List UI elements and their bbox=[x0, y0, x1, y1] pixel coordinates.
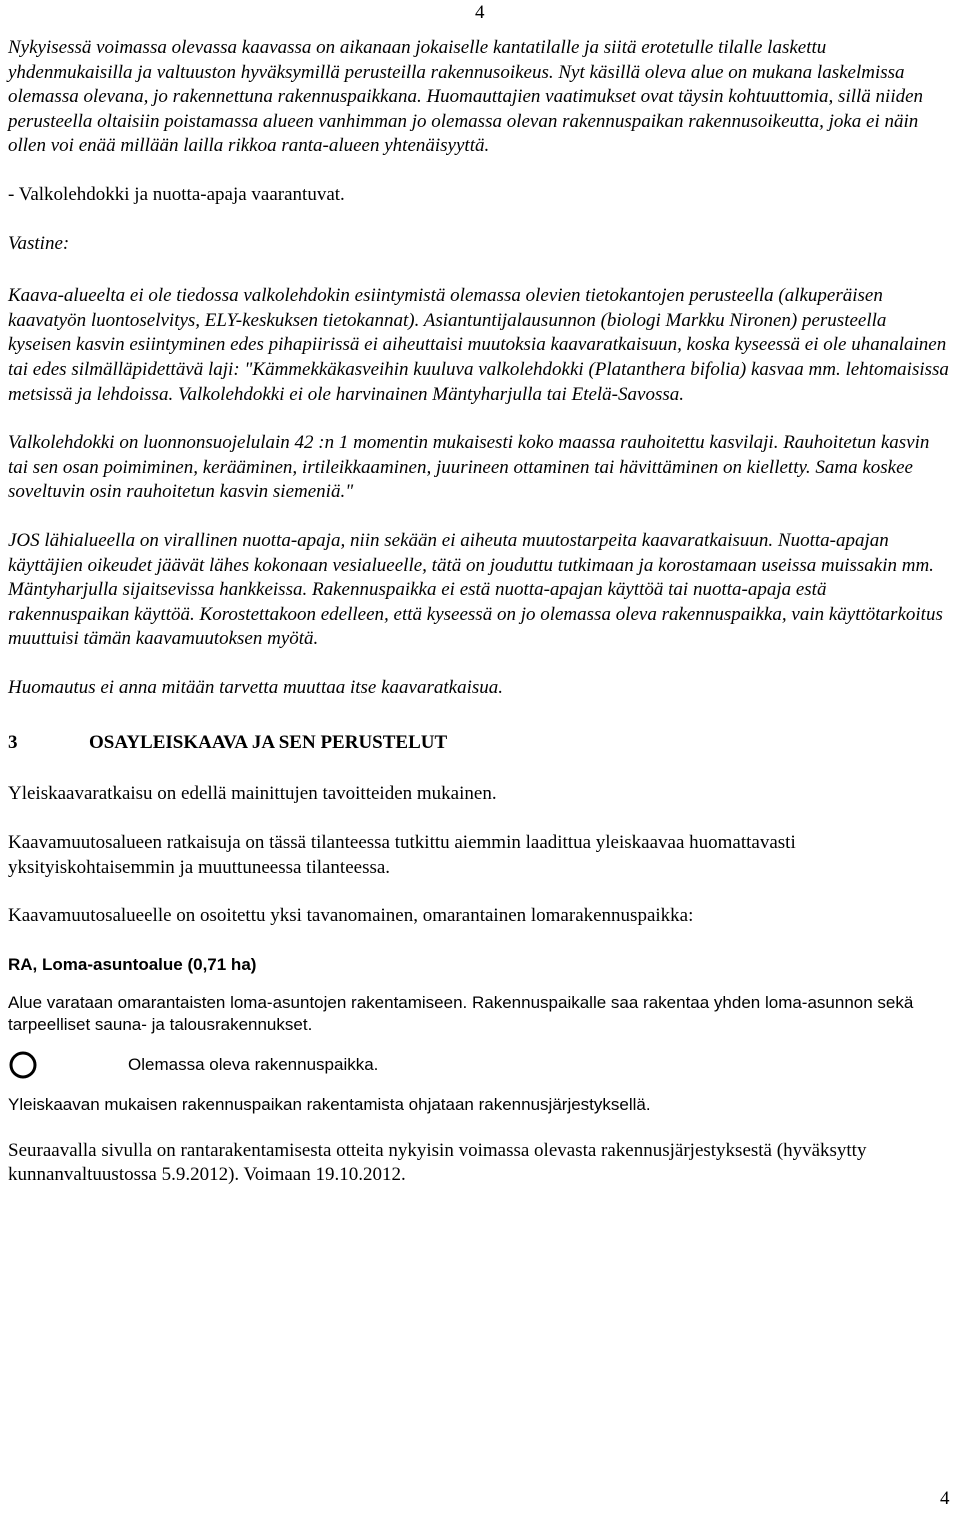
legend-row bbox=[8, 1050, 952, 1080]
page-number-top: 4 bbox=[475, 2, 485, 23]
paragraph-nature-conservation-act: Valkolehdokki on luonnonsuojelulain 42 :n 1 momentin mukaisesti koko maassa rauhoitettu kasvilaji. Rauhoitetun kasvin tai sen osan poimiminen, kerääminen, irtileikkaaminen, juurineen ottaminen tai hävittäminen on kielletty. Sama koskee soveltuvin osin rauhoitetun kasvin siemeniä." bbox=[8, 432, 930, 503]
paragraph-conclusion: Huomautus ei anna mitään tarvetta muuttaa itse kaavaratkaisua. bbox=[8, 676, 504, 698]
paragraph-general-plan: Yleiskaavaratkaisu on edellä mainittujen tavoitteiden mukainen. bbox=[8, 783, 497, 805]
plan-guidance: Yleiskaavan mukaisen rakennuspaikan rakentamista ohjataan rakennusjärjestyksellä. bbox=[8, 1094, 651, 1114]
paragraph-detailed-study: Kaavamuutosalueen ratkaisuja on tässä tilanteessa tutkittu aiemmin laadittua yleiskaavaa huomattavasti yksityiskohtaisemmin ja muuttuneessa tilanteessa. bbox=[8, 832, 796, 878]
section-title: OSAYLEISKAAVA JA SEN PERUSTELUT bbox=[89, 732, 448, 754]
paragraph-allocated-plot: Kaavamuutosalueelle on osoitettu yksi tavanomainen, omarantainen lomarakennuspaikka: bbox=[8, 905, 694, 927]
plan-marking-heading: RA, Loma-asuntoalue (0,71 ha) bbox=[8, 954, 257, 974]
legend-label: Olemassa oleva rakennuspaikka. bbox=[128, 1054, 379, 1074]
paragraph-closing: Seuraavalla sivulla on rantarakentamisesta otteita nykyisin voimassa olevasta rakennusjärjestyksestä (hyväksytty kunnanvaltuustossa 5.9.2012). Voimaan 19.10.2012. bbox=[8, 1139, 867, 1186]
page-number-bottom: 4 bbox=[940, 1488, 950, 1509]
section-heading bbox=[8, 731, 952, 755]
section-number: 3 bbox=[8, 732, 18, 754]
paragraph-seine-fishing: JOS lähialueella on virallinen nuotta-apaja, niin sekään ei aiheuta muutostarpeita kaavaratkaisuun. Nuotta-apajan käyttäjien oikeudet jäävät lähes kokonaan vesialueelle, tätä on jouduttu tutkimaan ja korostamaan useissa muissakin mm. Mäntyharjulla sijaitsevissa hankkeissa. Rakennuspaikka ei estä nuotta-apajan käyttöä tai nuotta-apaja estä rakennuspaikan käyttöä. Korostettakoon edelleen, että kyseessä on jo olemassa oleva rakennuspaikka, vain käyttötarkoitus muuttuisi tämän kaavamuutoksen myötä. bbox=[8, 529, 943, 650]
page-content bbox=[8, 36, 952, 1188]
response-label: Vastine: bbox=[8, 232, 70, 254]
objection-item: - Valkolehdokki ja nuotta-apaja vaarantuvat. bbox=[8, 183, 345, 205]
plan-marking-description: Alue varataan omarantaisten loma-asuntojen rakentamiseen. Rakennuspaikalle saa rakentaa yhden loma-asunnon sekä tarpeelliset sauna- ja talousrakennukset. bbox=[8, 992, 914, 1034]
paragraph-orchid-occurrence: Kaava-alueelta ei ole tiedossa valkolehdokin esiintymistä olemassa olevien tietokantojen perusteella (alkuperäisen kaavatyön luontoselvitys, ELY-keskuksen tietokannat). Asiantuntijalausunnon (biologi Markku Nironen) perusteella kyseisen kasvin esiintyminen edes pihapiirissä ei aiheuttaisi muutoksia kaavaratkaisuun, koska kyseessä ei ole uhanalainen tai edes silmälläpidettävä laji: "Kämmekkäkasveihin kuuluva valkolehdokki (Platanthera bifolia) kasvaa mm. lehtomaisissa metsissä ja lehdoissa. Valkolehdokki ei ole harvinainen Mäntyharjulla tai Etelä-Savossa. bbox=[8, 285, 949, 405]
paragraph-existing-plan: Nykyisessä voimassa olevassa kaavassa on aikanaan jokaiselle kantatilalle ja siitä erotetulle tilalle laskettu yhdenmukaisilla ja valtuuston hyväksymillä perusteilla rakennusoikeus. Nyt käsillä oleva alue on mukana laskelmissa olemassa olevana, jo rakennettuna rakennuspaikkana. Huomauttajien vaatimukset ovat täysin kohtuuttomia, sillä niiden perusteella oltaisiin poistamassa alueen vanhimman jo olemassa olevan rakennuspaikan rakennusoikeutta, joka ei näin ollen voi enää millään lailla rikkoa ranta-alueen yhtenäisyyttä. bbox=[8, 37, 924, 157]
open-circle-icon bbox=[8, 1050, 38, 1080]
